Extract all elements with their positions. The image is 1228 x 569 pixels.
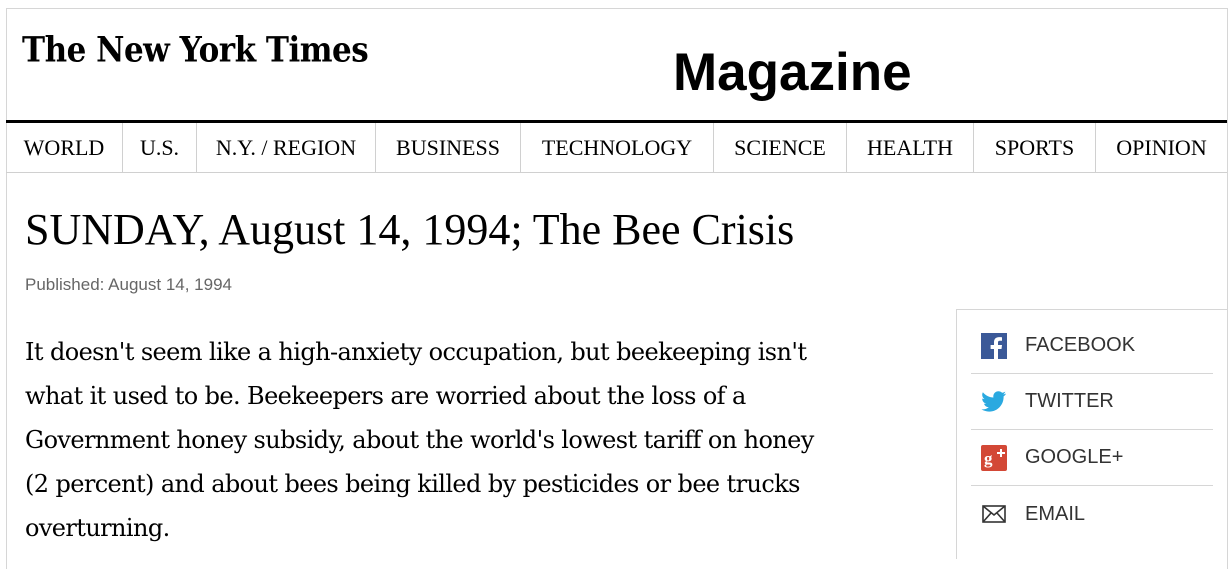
- email-icon: [981, 501, 1007, 527]
- share-tools: [956, 309, 1228, 559]
- share-facebook-label: FACEBOOK: [1025, 334, 1136, 356]
- svg-text:g: g: [984, 448, 993, 468]
- share-google-plus-button[interactable]: [971, 430, 1213, 486]
- body-line: what it used to be. Beekeepers are worried about the loss of a: [25, 382, 746, 410]
- nav-item-world[interactable]: WORLD: [6, 123, 123, 172]
- share-twitter-button[interactable]: [971, 374, 1213, 430]
- share-facebook-button[interactable]: [971, 318, 1213, 374]
- nav-item-technology[interactable]: TECHNOLOGY: [521, 123, 714, 172]
- facebook-icon: [981, 333, 1007, 359]
- article-headline: SUNDAY, August 14, 1994; The Bee Crisis: [25, 205, 795, 254]
- google-plus-icon: [981, 445, 1007, 471]
- share-google-plus-label: GOOGLE+: [1025, 446, 1124, 468]
- body-line: Government honey subsidy, about the world's lowest tariff on honey: [25, 426, 814, 454]
- body-line: (2 percent) and about bees being killed by pesticides or bee trucks: [25, 470, 800, 498]
- nav-item-science[interactable]: SCIENCE: [714, 123, 847, 172]
- nav-item-sports[interactable]: SPORTS: [974, 123, 1096, 172]
- published-date: Published: August 14, 1994: [25, 275, 232, 294]
- section-title[interactable]: Magazine: [673, 43, 912, 102]
- nav-item-business[interactable]: BUSINESS: [376, 123, 521, 172]
- share-email-button[interactable]: [971, 486, 1213, 542]
- nyt-logo[interactable]: The New York Times: [22, 30, 369, 71]
- share-twitter-label: TWITTER: [1025, 390, 1114, 412]
- section-nav: [6, 120, 1227, 173]
- nav-item-us[interactable]: U.S.: [123, 123, 197, 172]
- twitter-icon: [981, 389, 1007, 415]
- nav-item-opinion[interactable]: OPINION: [1116, 134, 1207, 160]
- body-line: overturning.: [25, 514, 170, 542]
- share-email-label: EMAIL: [1025, 502, 1086, 525]
- article-body: [25, 330, 945, 550]
- nav-item-ny-region[interactable]: N.Y. / REGION: [197, 123, 376, 172]
- nav-item-health[interactable]: HEALTH: [847, 123, 974, 172]
- body-line: It doesn't seem like a high-anxiety occupation, but beekeeping isn't: [25, 338, 807, 366]
